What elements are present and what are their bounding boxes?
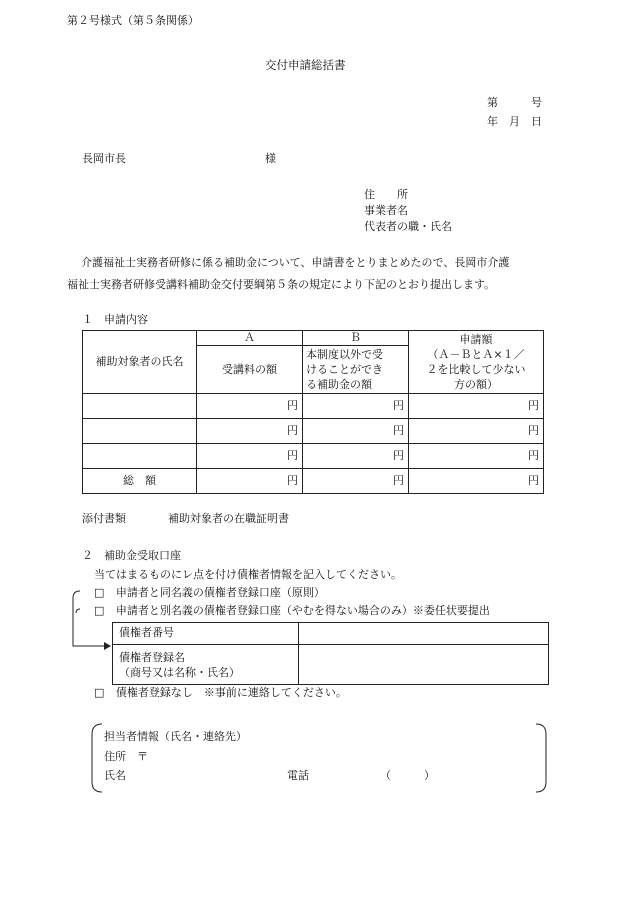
amount-a-cell[interactable]: 円 (197, 444, 303, 469)
checkbox[interactable]: □ (94, 604, 105, 617)
col-a-header: 受講料の額 (197, 346, 303, 394)
amount-a-cell[interactable]: 円 (197, 419, 303, 444)
contact-name-label[interactable]: 氏名 (104, 769, 126, 782)
creditor-number-label: 債権者番号 (113, 623, 299, 645)
document-date: 年 月 日 (487, 115, 542, 128)
section2-heading: ２ 補助金受取口座 (82, 549, 181, 562)
amount-b-cell[interactable]: 円 (303, 419, 409, 444)
section1-heading: １ 申請内容 (82, 313, 148, 326)
option-label: 申請者と別名義の債権者登録口座（やむを得ない場合のみ）※委任状要提出 (115, 604, 490, 617)
contact-phone-label[interactable]: 電話 (287, 769, 309, 782)
creditor-table (112, 622, 549, 685)
checkbox[interactable]: □ (94, 686, 105, 699)
applicant-business-label: 事業者名 (364, 204, 408, 217)
form-number: 第２号様式（第５条関係） (67, 14, 199, 27)
option-label: 債権者登録なし ※事前に連絡してください。 (115, 686, 347, 699)
attachment-label: 添付書類 (82, 512, 126, 525)
col-b-header: 本制度以外で受 けることができ る補助金の額 (303, 346, 409, 394)
applicant-address-label: 住 所 (364, 188, 408, 201)
document-number: 第 号 (487, 96, 542, 109)
intro-line-2: 福祉士実務者研修受講料補助金交付要綱第５条の規定により下記のとおり提出します。 (67, 278, 496, 291)
amount-a-cell[interactable]: 円 (197, 394, 303, 419)
attachment-value: 補助対象者の在職証明書 (168, 512, 289, 525)
total-label: 総 額 (83, 469, 197, 494)
col-b-letter: Ｂ (303, 331, 409, 346)
total-b-cell[interactable]: 円 (303, 469, 409, 494)
amount-c-cell[interactable]: 円 (409, 444, 544, 469)
contact-phone-paren: （ ） (380, 769, 435, 782)
option-no-registration (94, 686, 347, 700)
creditor-name-label: 債権者登録名 （商号又は名称・氏名） (113, 645, 299, 685)
amount-c-cell[interactable]: 円 (409, 419, 544, 444)
creditor-number-field[interactable] (299, 623, 549, 645)
addressee-honorific: 様 (265, 152, 276, 165)
creditor-name-field[interactable] (299, 645, 549, 685)
col-c-header: 申請額 （Ａ－ＢとＡ×１／ ２を比較して少ない 方の額） (409, 331, 544, 394)
amount-b-cell[interactable]: 円 (303, 444, 409, 469)
option-label: 申請者と同名義の債権者登録口座（原則） (115, 586, 325, 599)
col-a-letter: Ａ (197, 331, 303, 346)
applicant-representative-label: 代表者の職・氏名 (364, 220, 452, 233)
col-name-header: 補助対象者の氏名 (83, 331, 197, 394)
contact-address-label[interactable]: 住所 〒 (104, 750, 148, 763)
total-a-cell[interactable]: 円 (197, 469, 303, 494)
document-title: 交付申請総括書 (265, 58, 346, 72)
amount-b-cell[interactable]: 円 (303, 394, 409, 419)
total-c-cell[interactable]: 円 (409, 469, 544, 494)
checkbox[interactable]: □ (94, 586, 105, 599)
section2-instruction: 当てはまるものにレ点を付け債権者情報を記入してください。 (94, 568, 402, 581)
amount-c-cell[interactable]: 円 (409, 394, 544, 419)
contact-heading: 担当者情報（氏名・連絡先） (104, 730, 247, 743)
intro-line-1: 介護福祉士実務者研修に係る補助金について、申請書をとりまとめたので、長岡市介護 (81, 256, 510, 269)
addressee-name: 長岡市長 (82, 152, 126, 165)
